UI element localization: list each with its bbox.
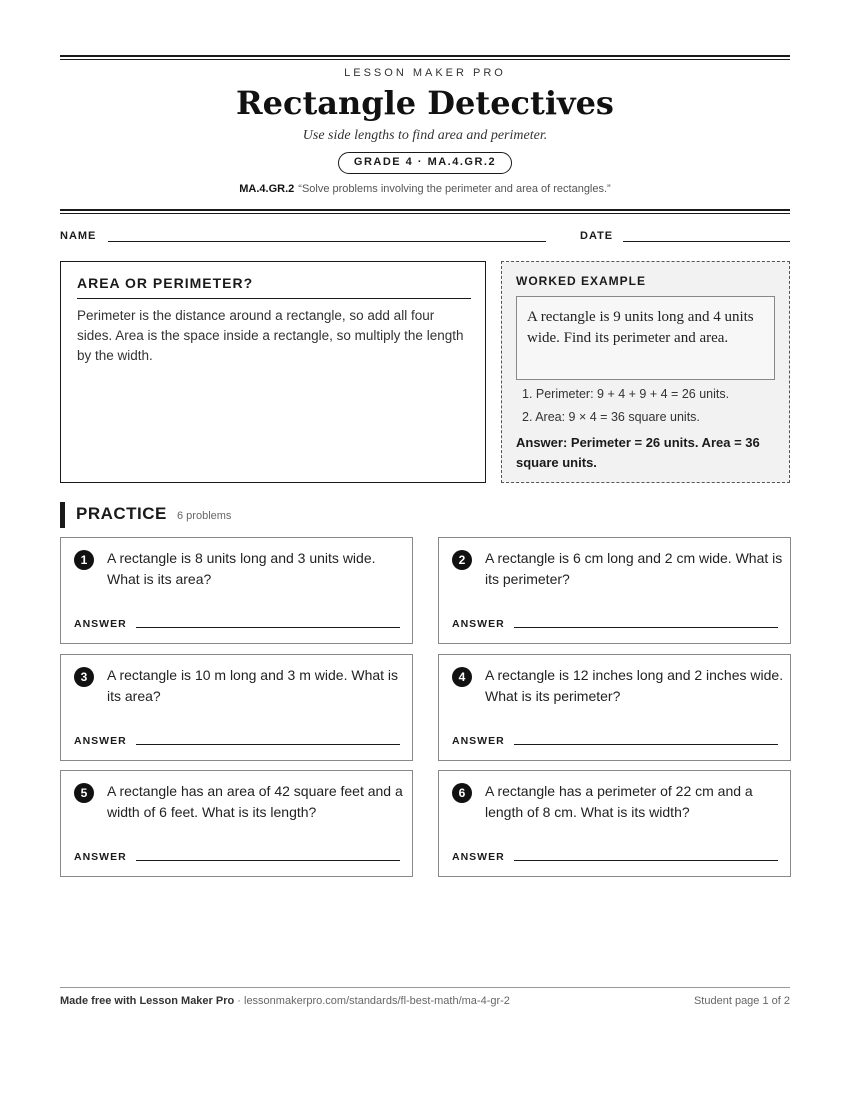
practice-count: 6 problems [177, 510, 232, 522]
worked-example-box [501, 261, 790, 483]
page-title: Rectangle Detectives [236, 84, 614, 122]
problem-number: 3 [74, 667, 94, 687]
answer-field[interactable] [136, 744, 400, 745]
answer-field[interactable] [136, 627, 400, 628]
worked-example-step: 2. Area: 9 × 4 = 36 square units. [522, 410, 700, 424]
problem-card [438, 770, 791, 877]
standard-description [60, 183, 790, 195]
answer-field[interactable] [514, 744, 778, 745]
footer-url[interactable]: · lessonmakerpro.com/standards/fl-best-math/ma-4-gr-2 [234, 995, 510, 1007]
date-label: DATE [580, 230, 614, 242]
problem-text: A rectangle is 12 inches long and 2 inches wide. What is its perimeter? [485, 667, 784, 704]
concept-body: Perimeter is the distance around a rectangle, so add all four sides. Area is the space inside a rectangle, so multiply the length by the width. [77, 308, 464, 363]
answer-field[interactable] [514, 627, 778, 628]
problem-number: 5 [74, 783, 94, 803]
problem-number: 2 [452, 550, 472, 570]
answer-label: ANSWER [74, 851, 127, 863]
date-field[interactable] [623, 241, 790, 242]
problem-card [60, 654, 413, 761]
worked-example-title: WORKED EXAMPLE [516, 274, 647, 288]
problem-card [60, 770, 413, 877]
problem-card [438, 537, 791, 644]
header-bottom-rule [60, 209, 790, 214]
answer-label: ANSWER [74, 618, 127, 630]
footer-rule [60, 987, 790, 988]
problem-card [438, 654, 791, 761]
footer-credit [60, 995, 510, 1007]
problem-text: A rectangle is 8 units long and 3 units wide. What is its area? [107, 550, 376, 587]
problem-text: A rectangle has a perimeter of 22 cm and a length of 8 cm. What is its width? [485, 783, 753, 820]
answer-field[interactable] [514, 860, 778, 861]
problem-number: 1 [74, 550, 94, 570]
header-top-rule [60, 55, 790, 60]
problem-text: A rectangle has an area of 42 square feet and a width of 6 feet. What is its length? [107, 783, 403, 820]
problem-text: A rectangle is 10 m long and 3 m wide. What is its area? [107, 667, 399, 704]
standard-code: MA.4.GR.2 [239, 183, 295, 195]
problem-number: 4 [452, 667, 472, 687]
answer-field[interactable] [136, 860, 400, 861]
grade-badge: GRADE 4 · MA.4.GR.2 [338, 152, 512, 174]
practice-accent-bar [60, 502, 65, 528]
answer-label: ANSWER [74, 735, 127, 747]
answer-label: ANSWER [452, 735, 505, 747]
footer-page-number: Student page 1 of 2 [693, 995, 790, 1007]
problem-number: 6 [452, 783, 472, 803]
name-label: NAME [60, 230, 97, 242]
concept-title: AREA OR PERIMETER? [77, 275, 254, 291]
footer-made-with: Made free with Lesson Maker Pro [60, 995, 235, 1007]
answer-label: ANSWER [452, 618, 505, 630]
answer-label: ANSWER [452, 851, 505, 863]
standard-text: “Solve problems involving the perimeter and area of rectangles.” [298, 183, 611, 195]
problem-card [60, 537, 413, 644]
page-subtitle: Use side lengths to find area and perimeter. [302, 128, 548, 143]
worked-example-step: 1. Perimeter: 9 + 4 + 9 + 4 = 26 units. [522, 387, 730, 401]
concept-box [60, 261, 486, 483]
concept-divider [77, 298, 471, 299]
problem-text: A rectangle is 6 cm long and 2 cm wide. What is its perimeter? [485, 550, 783, 587]
name-field[interactable] [108, 241, 546, 242]
practice-title: PRACTICE [76, 504, 167, 523]
brand-label: LESSON MAKER PRO [344, 67, 506, 79]
worked-example-prompt: A rectangle is 9 units long and 4 units wide. Find its perimeter and area. [516, 296, 775, 380]
worked-example-answer: Answer: Perimeter = 26 units. Area = 36 square units. [516, 435, 760, 470]
